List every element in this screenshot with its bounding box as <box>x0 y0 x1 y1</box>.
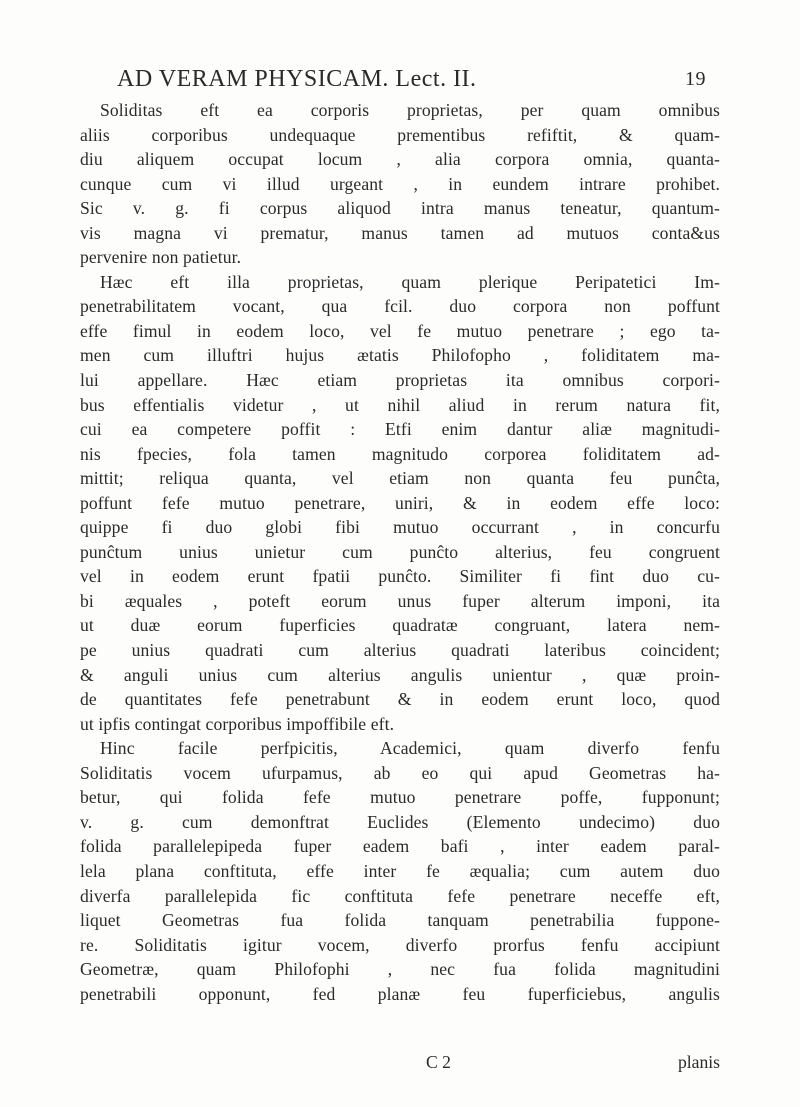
text-line: poffunt fefe mutuo penetrare, uniri, & in eodem effe loco: <box>80 492 720 513</box>
text-line: bi æquales , poteft eorum unus fuper alterum imponi, ita <box>80 590 720 611</box>
text-line: betur, qui folida fefe mutuo penetrare poffe, fupponunt; <box>80 787 720 808</box>
text-line: & anguli unius cum alterius angulis unientur , quæ proin- <box>80 664 720 685</box>
text-line: diu aliquem occupat locum , alia corpora omnia, quanta- <box>80 149 720 170</box>
body-text <box>80 98 720 1006</box>
text-line: penetrabilitatem vocant, qua fcil. duo corpora non poffunt <box>80 296 720 317</box>
text-line: v. g. cum demonftrat Euclides (Elemento undecimo) duo <box>80 811 720 832</box>
page-footer <box>80 1052 720 1076</box>
text-line: mittit; reliqua quanta, vel etiam non quanta feu punĉta, <box>80 468 720 489</box>
text-line: vel in eodem erunt fpatii punĉto. Similiter fi fint duo cu- <box>80 566 720 587</box>
text-line: quippe fi duo globi fibi mutuo occurrant , in concurfu <box>80 517 720 538</box>
text-line: Geometræ, quam Philofophi , nec fua folida magnitudini <box>80 959 720 980</box>
text-line: aliis corporibus undequaque prementibus refiftit, & quam- <box>80 124 720 145</box>
page-header <box>117 66 706 96</box>
text-line: ut ipfis contingat corporibus impoffibile eft. <box>80 713 395 734</box>
text-line: diverfa parallelepida fic conftituta fefe penetrare neceffe eft, <box>80 885 720 906</box>
text-line: penetrabili opponunt, fed planæ feu fuperficiebus, angulis <box>80 983 720 1004</box>
text-line: cui ea competere poffit : Etfi enim dantur aliæ magnitudi- <box>80 419 720 440</box>
text-line: folida parallelepipeda fuper eadem bafi , inter eadem paral- <box>80 836 720 857</box>
text-line: bus effentialis videtur , ut nihil aliud in rerum natura fit, <box>80 394 720 415</box>
text-line: vis magna vi prematur, manus tamen ad mutuos conta&us <box>80 222 720 243</box>
text-line: liquet Geometras fua folida tanquam penetrabilia fuppone- <box>80 910 720 931</box>
text-line: cunque cum vi illud urgeant , in eundem intrare prohibet. <box>80 173 720 194</box>
text-line: nis fpecies, fola tamen magnitudo corporea foliditatem ad- <box>80 443 720 464</box>
catchword: planis <box>677 1052 720 1072</box>
text-line: Soliditatis vocem ufurpamus, ab eo qui apud Geometras ha- <box>80 762 720 783</box>
text-line: pe unius quadrati cum alterius quadrati lateribus coincident; <box>80 640 720 661</box>
text-line: Sic v. g. fi corpus aliquod intra manus teneatur, quantum- <box>80 198 720 219</box>
text-line: de quantitates fefe penetrabunt & in eodem erunt loco, quod <box>80 689 720 710</box>
text-line: punĉtum unius unietur cum punĉto alterius, feu congruent <box>80 541 720 562</box>
running-title: AD VERAM PHYSICAM. Lect. II. <box>117 66 477 92</box>
signature-mark: C 2 <box>426 1052 451 1072</box>
text-line: men cum illuftri hujus ætatis Philofopho , foliditatem ma- <box>80 345 720 366</box>
text-line: Soliditas eft ea corporis proprietas, per quam omnibus <box>100 100 720 120</box>
text-line: ut duæ eorum fuperficies quadratæ congruant, latera nem- <box>80 615 720 636</box>
text-line: lui appellare. Hæc etiam proprietas ita omnibus corpori- <box>80 370 720 391</box>
text-line: Hæc eft illa proprietas, quam plerique Peripatetici Im- <box>100 271 720 292</box>
text-line: lela plana conftituta, effe inter fe æqualia; cum autem duo <box>80 860 720 881</box>
text-line: pervenire non patietur. <box>80 247 242 268</box>
page-number: 19 <box>685 68 706 90</box>
text-line: Hinc facile perfpicitis, Academici, quam diverfo fenfu <box>100 738 720 759</box>
text-line: effe fimul in eodem loco, vel fe mutuo penetrare ; ego ta- <box>80 320 720 341</box>
text-line: re. Soliditatis igitur vocem, diverfo prorfus fenfu accipiunt <box>80 934 720 955</box>
